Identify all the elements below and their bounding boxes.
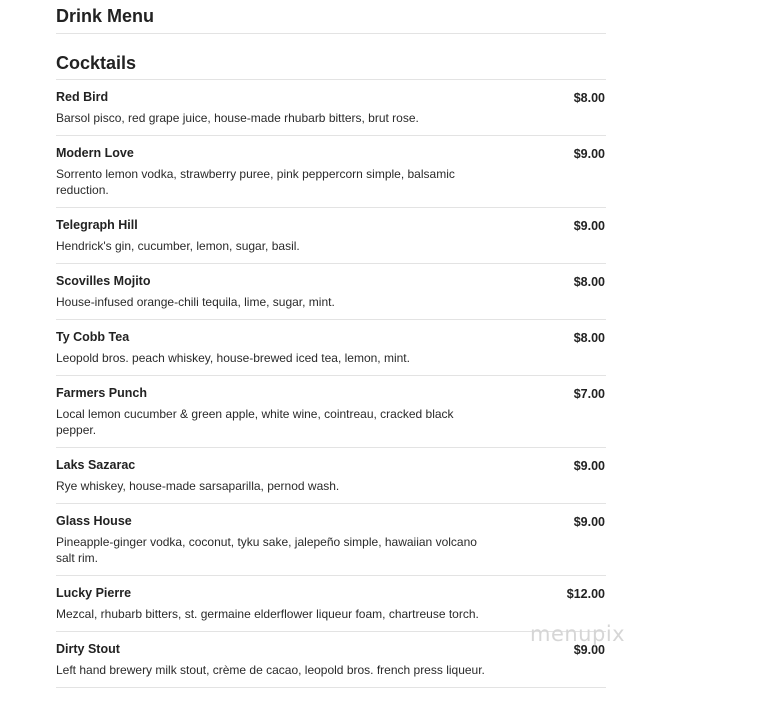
item-name: Farmers Punch (56, 386, 148, 400)
menu-item (56, 136, 606, 208)
item-description: Local lemon cucumber & green apple, white wine, cointreau, cracked black pepper. (56, 407, 454, 437)
item-name: Dirty Stout (56, 642, 120, 656)
item-price: $9.00 (573, 219, 605, 233)
item-name: Ty Cobb Tea (56, 330, 130, 344)
page-title: Drink Menu (56, 0, 606, 34)
item-name: Red Bird (56, 90, 109, 104)
item-price: $8.00 (573, 331, 605, 345)
drink-menu (56, 0, 606, 688)
item-description: Sorrento lemon vodka, strawberry puree, pink peppercorn simple, balsamic reduction. (56, 167, 455, 197)
item-description: Hendrick's gin, cucumber, lemon, sugar, basil. (56, 239, 300, 253)
item-description: Left hand brewery milk stout, crème de cacao, leopold bros. french press liqueur. (56, 663, 485, 677)
item-description: Barsol pisco, red grape juice, house-made rhubarb bitters, brut rose. (56, 111, 419, 125)
menu-item (56, 632, 606, 688)
menu-item (56, 264, 606, 320)
menu-item (56, 80, 606, 136)
item-price: $9.00 (573, 147, 605, 161)
item-description: Rye whiskey, house-made sarsaparilla, pernod wash. (56, 479, 340, 493)
item-price: $12.00 (566, 587, 605, 601)
item-description: Pineapple-ginger vodka, coconut, tyku sake, jalepeño simple, hawaiian volcano salt rim. (56, 535, 477, 565)
item-name: Laks Sazarac (56, 458, 136, 472)
menu-item (56, 208, 606, 264)
item-price: $9.00 (573, 515, 605, 529)
item-price: $8.00 (573, 275, 605, 289)
item-name: Scovilles Mojito (56, 274, 151, 288)
menu-item (56, 576, 606, 632)
menu-item (56, 504, 606, 576)
menu-item (56, 320, 606, 376)
item-description: Leopold bros. peach whiskey, house-brewed iced tea, lemon, mint. (56, 351, 410, 365)
item-name: Telegraph Hill (56, 218, 138, 232)
item-description: House-infused orange-chili tequila, lime, sugar, mint. (56, 295, 335, 309)
section-title-cocktails: Cocktails (56, 34, 606, 80)
item-name: Lucky Pierre (56, 586, 132, 600)
item-price: $8.00 (573, 91, 605, 105)
menupix-watermark: menupix (530, 622, 626, 646)
item-name: Glass House (56, 514, 132, 528)
menu-item (56, 376, 606, 448)
item-name: Modern Love (56, 146, 134, 160)
cocktail-list (56, 80, 606, 688)
item-description: Mezcal, rhubarb bitters, st. germaine elderflower liqueur foam, chartreuse torch. (56, 607, 479, 621)
item-price: $7.00 (573, 387, 605, 401)
item-price: $9.00 (573, 643, 605, 657)
item-price: $9.00 (573, 459, 605, 473)
menu-item (56, 448, 606, 504)
